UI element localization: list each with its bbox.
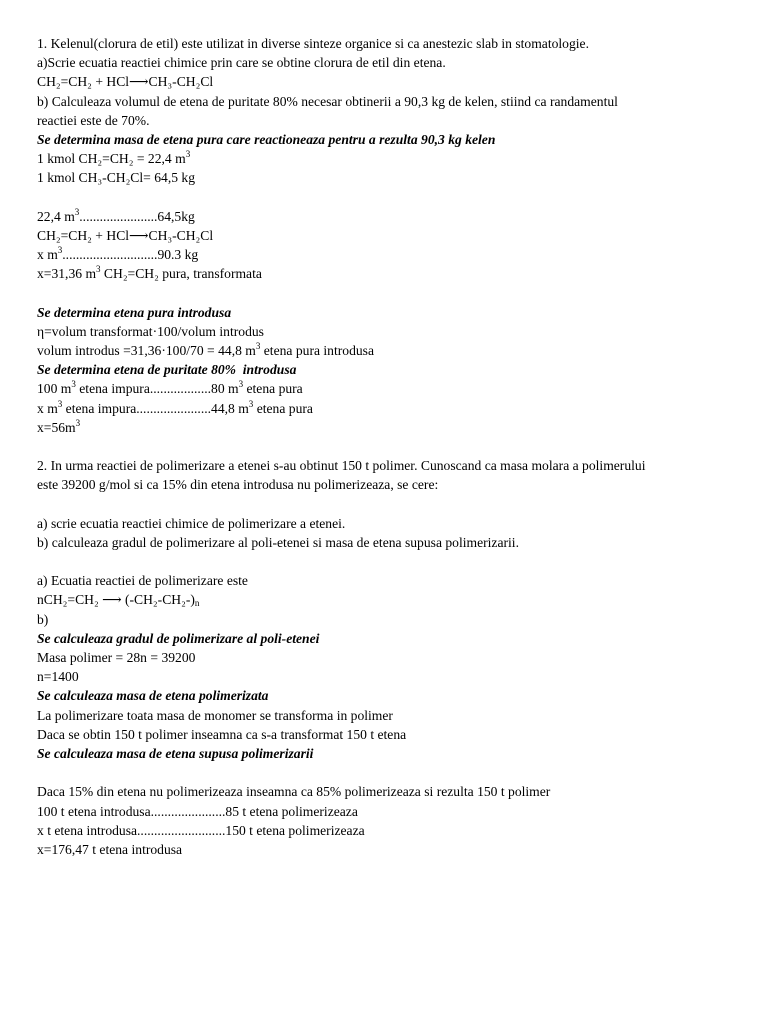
heading-ethene-80-purity: Se determina etena de puritate 80% introdusa	[37, 362, 297, 378]
problem2-task-b: b) calculeaza gradul de polimerizare al poli-etenei si masa de etena supusa polimerizarii.	[37, 534, 519, 550]
problem2-answer-b-label: b)	[37, 611, 49, 627]
pure-x-label: etena pura	[253, 400, 313, 416]
prop1-x-mass: ............................90.3 kg	[62, 247, 199, 263]
cubic-exponent: 3	[248, 398, 254, 409]
spacer	[37, 552, 738, 571]
problem1-intro: 1. Kelenul(clorura de etil) este utilizat in diverse sinteze organice si ca anestezic slab in stomatologie.	[37, 36, 589, 51]
cubic-exponent: 3	[255, 341, 261, 351]
impure-label: etena impura..................80 m	[75, 381, 239, 397]
reactant-hcl: + HCl	[91, 74, 130, 90]
spacer	[37, 437, 738, 456]
final-result: x=176,47 t etena introdusa	[37, 841, 183, 857]
spacer	[37, 188, 738, 207]
proportion1-top	[37, 207, 738, 226]
explanation-85-percent: Daca 15% din etena nu polimerizeaza inseamna ca 85% polimerizeaza si rezulta 150 t polimer	[37, 784, 551, 800]
cubic-exponent: 3	[57, 398, 63, 409]
proportion2-bottom: x t etena introdusa..........................150 t etena polimerizeaza	[37, 822, 365, 838]
problem1-task-a: a)Scrie ecuatia reactiei chimice prin care se obtine clorura de etil din etena.	[37, 55, 446, 71]
yield-definition: η=volum transformat·100/volum introdus	[37, 323, 264, 339]
problem1-task-b-line2: reactiei este de 70%.	[37, 112, 150, 128]
degree-subscript: n	[194, 598, 200, 609]
spacer	[37, 283, 738, 302]
spacer	[37, 763, 738, 782]
reaction-arrow-icon: ⟶	[129, 74, 149, 90]
heading-polymerized-ethene-mass: Se calculeaza masa de etena polimerizata	[37, 688, 269, 704]
cubic-exponent: 3	[74, 206, 80, 217]
cubic-exponent: 3	[57, 245, 63, 256]
problem2-answer-a: a) Ecuatia reactiei de polimerizare este	[37, 573, 248, 589]
kmol-ethene-volume	[37, 149, 738, 168]
purity-proportion-bottom	[37, 399, 738, 418]
purity-result	[37, 418, 738, 437]
spacer	[37, 495, 738, 514]
impure-x-volume: x m	[37, 400, 58, 416]
result-description: CH₂=CH₂ pura, transformata	[100, 266, 262, 282]
cubic-exponent: 3	[185, 149, 191, 160]
degree-result: n=1400	[37, 669, 79, 685]
proportion1-reaction: CH₂=CH₂ + HCl⟶CH₃-CH₂Cl	[37, 227, 214, 243]
volume-introduced-calc: volum introdus =31,36·100/70 = 44,8 m	[37, 343, 256, 358]
cubic-exponent: 3	[96, 264, 101, 275]
proportion2-top: 100 t etena introdusa......................85 t etena polimerizeaza	[37, 803, 358, 819]
cubic-exponent: 3	[71, 379, 76, 390]
purity-proportion-top	[37, 379, 738, 398]
impure-x-label: etena impura......................44,8 m	[62, 400, 249, 416]
purity-result-value: x=56m	[37, 419, 76, 435]
proportion1-result	[37, 264, 738, 283]
polymerization-formula: nCH₂=CH₂ ⟶ (-CH₂-CH₂-)	[37, 592, 195, 608]
heading-pure-ethene-introduced: Se determina etena pura introdusa	[37, 304, 232, 320]
statement-150t: Daca se obtin 150 t polimer inseamna ca s-a transformat 150 t etena	[37, 726, 407, 742]
heading-ethene-subjected: Se calculeaza masa de etena supusa polimerizarii	[37, 745, 314, 761]
heading-pure-ethene-mass: Se determina masa de etena pura care reactioneaza pentru a rezulta 90,3 kg kelen	[37, 131, 496, 147]
product-chloroethane: CH₃-CH₂Cl	[148, 74, 214, 90]
problem2-intro-line1: 2. In urma reactiei de polimerizare a etenei s-au obtinut 150 t polimer. Cunoscand ca masa molara a polimerului	[37, 458, 646, 474]
impure-volume: 100 m	[37, 381, 72, 397]
polymerization-equation	[37, 590, 738, 609]
kmol-chloroethane-mass: 1 kmol CH₃-CH₂Cl= 64,5 kg	[37, 170, 196, 186]
reactant-ethene: CH₂=CH₂	[37, 74, 92, 90]
volume-introduced	[37, 341, 738, 360]
volume-introduced-label: etena pura introdusa	[260, 343, 374, 358]
heading-polymerization-degree: Se calculeaza gradul de polimerizare al poli-etenei	[37, 630, 320, 646]
prop1-x-volume: x m	[37, 247, 58, 263]
cubic-exponent: 3	[75, 417, 81, 428]
result-value: x=31,36 m	[37, 266, 97, 282]
problem2-task-a: a) scrie ecuatia reactiei chimice de polimerizare a etenei.	[37, 515, 346, 531]
problem1-task-b-line1: b) Calculeaza volumul de etena de puritate 80% necesar obtinerii a 90,3 kg de kelen, stiind ca randamentul	[37, 93, 618, 109]
problem1-reaction	[37, 72, 738, 91]
cubic-exponent: 3	[238, 379, 244, 390]
problem2-intro-line2: este 39200 g/mol si ca 15% din etena introdusa nu polimerizeaza, se cere:	[37, 477, 439, 493]
prop1-volume: 22,4 m	[37, 208, 75, 224]
prop1-mass: .......................64,5kg	[79, 208, 195, 224]
statement-monomer-to-polymer: La polimerizare toata masa de monomer se transforma in polimer	[37, 707, 393, 723]
proportion1-bottom	[37, 245, 738, 264]
polymer-mass-equation: Masa polimer = 28n = 39200	[37, 650, 196, 665]
kmol-ethene-text: 1 kmol CH₂=CH₂ = 22,4 m	[37, 151, 186, 167]
pure-label: etena pura	[243, 381, 303, 397]
